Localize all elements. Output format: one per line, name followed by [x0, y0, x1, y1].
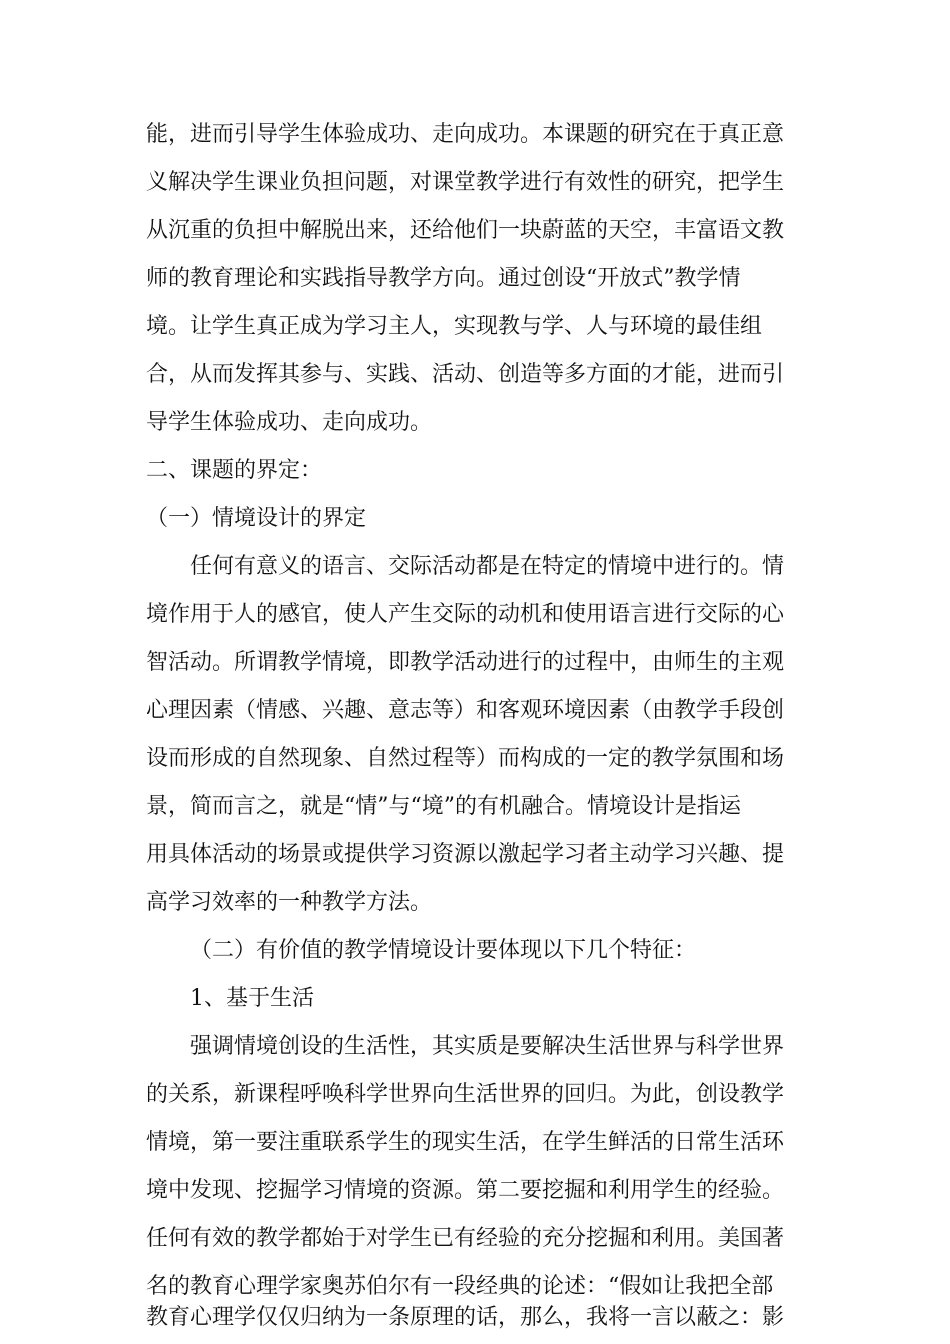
paragraph-line: 高学习效率的一种教学方法。 — [146, 890, 433, 915]
paragraph-line: 合，从而发挥其参与、实践、活动、创造等多方面的才能，进而引 — [146, 362, 785, 387]
subsection-heading: （二）有价值的教学情境设计要体现以下几个特征： — [190, 938, 697, 963]
paragraph-line: 任何有意义的语言、交际活动都是在特定的情境中进行的。情 — [190, 554, 785, 579]
section-heading: 二、课题的界定： — [146, 458, 323, 483]
paragraph-line: 设而形成的自然现象、自然过程等）而构成的一定的教学氛围和场 — [146, 746, 785, 771]
subsection-heading: （一）情境设计的界定 — [146, 506, 367, 531]
paragraph-line: 用具体活动的场景或提供学习资源以激起学习者主动学习兴趣、提 — [146, 842, 785, 867]
paragraph-line: 能，进而引导学生体验成功、走向成功。本课题的研究在于真正意 — [146, 122, 785, 147]
item-heading: 1、基于生活 — [190, 986, 314, 1011]
paragraph-line: 导学生体验成功、走向成功。 — [146, 410, 433, 435]
paragraph-line: 智活动。所谓教学情境，即教学活动进行的过程中，由师生的主观 — [146, 650, 785, 675]
paragraph-line: 师的教育理论和实践指导教学方向。通过创设“开放式”教学情 — [146, 266, 741, 291]
paragraph-line: 教育心理学仅仅归纳为一条原理的话，那么，我将一言以蔽之：影 — [146, 1305, 785, 1330]
paragraph-line: 境中发现、挖掘学习情境的资源。第二要挖掘和利用学生的经验。 — [146, 1178, 785, 1203]
paragraph-line: 境。让学生真正成为学习主人，实现教与学、人与环境的最佳组 — [146, 314, 763, 339]
paragraph-line: 心理因素（情感、兴趣、意志等）和客观环境因素（由教学手段创 — [146, 698, 785, 723]
paragraph-line: 境作用于人的感官，使人产生交际的动机和使用语言进行交际的心 — [146, 602, 785, 627]
paragraph-line: 情境，第一要注重联系学生的现实生活，在学生鲜活的日常生活环 — [146, 1130, 785, 1155]
paragraph-line: 义解决学生课业负担问题，对课堂教学进行有效性的研究，把学生 — [146, 170, 785, 195]
paragraph-line: 从沉重的负担中解脱出来，还给他们一块蔚蓝的天空，丰富语文教 — [146, 218, 785, 243]
paragraph-line: 强调情境创设的生活性，其实质是要解决生活世界与科学世界 — [190, 1034, 785, 1059]
paragraph-line: 景，简而言之，就是“情”与“境”的有机融合。情境设计是指运 — [146, 794, 741, 819]
paragraph-line: 任何有效的教学都始于对学生已有经验的充分挖掘和利用。美国著 — [146, 1226, 785, 1251]
paragraph-line: 的关系，新课程呼唤科学世界向生活世界的回归。为此，创设教学 — [146, 1082, 785, 1107]
paragraph-line: 名的教育心理学家奥苏伯尔有一段经典的论述：“假如让我把全部 — [146, 1274, 774, 1299]
